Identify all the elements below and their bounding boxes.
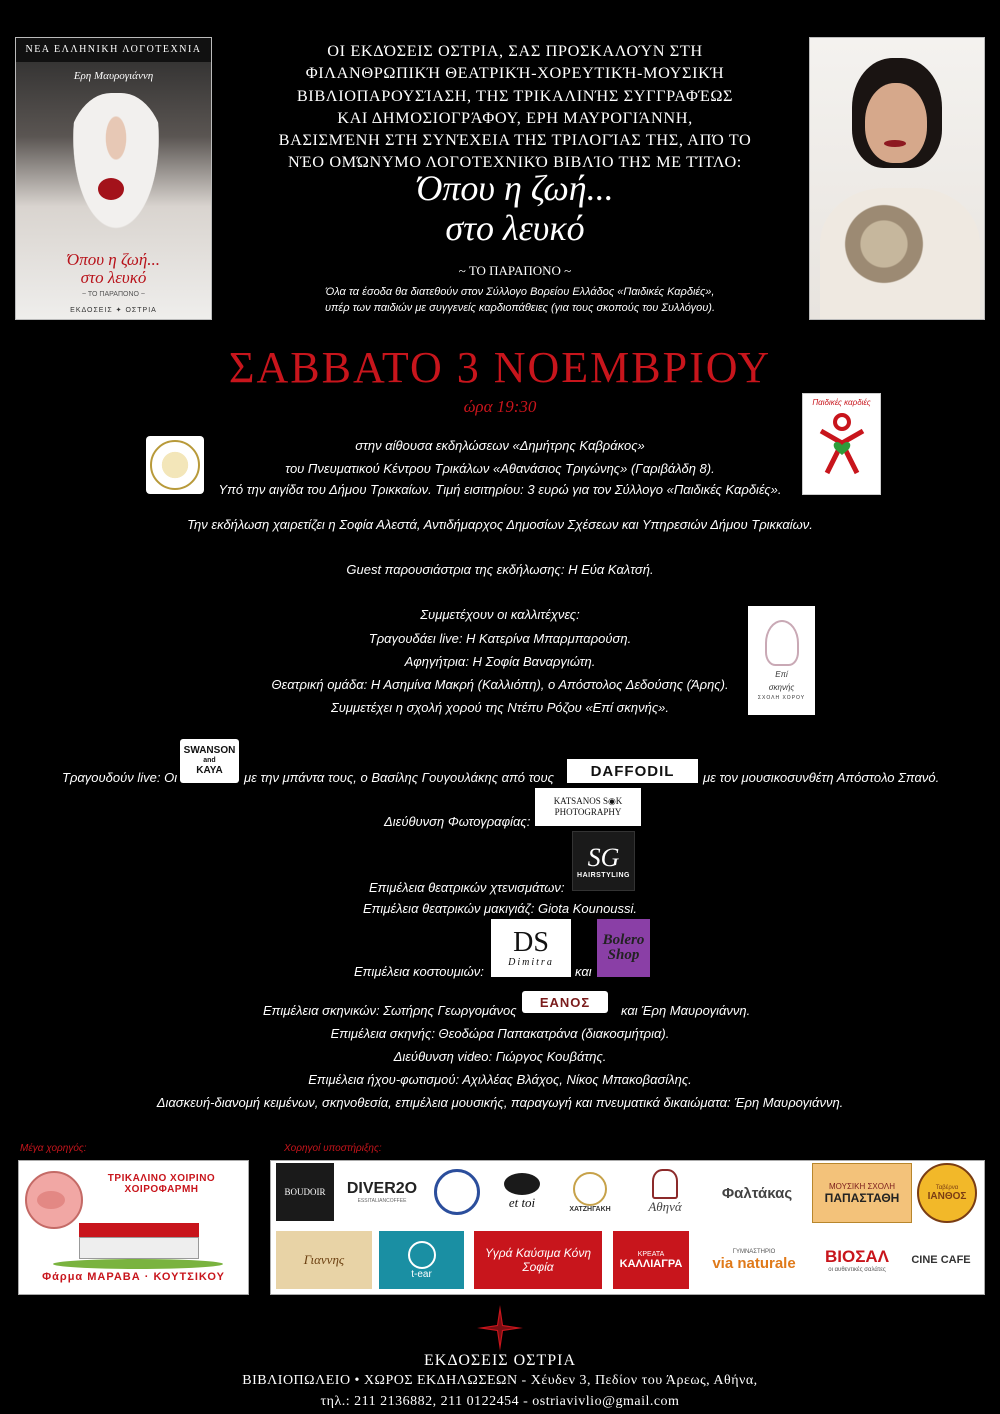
daffodil-logo: DAFFODIL <box>567 759 698 783</box>
invite-line: ΦΙΛΑΝΘΡΩΠΙΚΉ ΘΕΑΤΡΙΚΉ-ΧΟΡΕΥΤΙΚΉ-ΜΟΥΣΙΚΉ <box>305 63 725 83</box>
sponsor-kalliagra <box>613 1231 689 1289</box>
photography-credit: Διεύθυνση Φωτογραφίας: <box>384 814 531 829</box>
costumes-and: και <box>575 964 592 979</box>
author-dress <box>820 188 980 320</box>
greeting-line: Την εκδήλωση χαιρετίζει η Σοφία Αλεστά, Αντιδήμαρχος Δημοσίων Σχέσεων και Υπηρεσιών Δήμου Τρικκαίων. <box>187 517 813 532</box>
swanson-and-text: and <box>203 757 216 764</box>
main-title-line1: Όπου η ζωή... <box>416 168 614 208</box>
helmet-icon <box>652 1169 678 1199</box>
book-subtitle-main: ~ ΤΟ ΠΑΡΑΠΟΝΟ ~ <box>458 263 572 278</box>
proceeds-line2: υπέρ των παιδιών με συγγενείς καρδιοπάθειες (για τους σκοπούς του Συλλόγου). <box>324 302 716 314</box>
sponsor-t-ear <box>379 1231 464 1289</box>
field-icon <box>53 1259 223 1269</box>
pig-snout-icon <box>37 1191 65 1209</box>
book-title-line1: Όπου η ζωή... <box>66 250 161 269</box>
author-photo <box>809 37 985 320</box>
book-author: Ερη Μαυρογιάννη <box>73 70 154 82</box>
bolero-text: Bolero <box>602 932 645 948</box>
et-toi-text: et toi <box>508 1195 536 1210</box>
epi-logo-line1: Επί <box>775 670 788 679</box>
t-ear-text: t-ear <box>411 1268 432 1280</box>
venue-line-3: Υπό την αιγίδα του Δήμου Τρικκαίων. Τιμή εισιτηρίου: 3 ευρώ για τον Σύλλογο «Παιδικές Καρδιές». <box>218 482 782 497</box>
diverzo-name: DIVER2O <box>346 1180 418 1197</box>
bride-figure <box>66 93 166 243</box>
artist-line-2: Αφηγήτρια: Η Σοφία Βαναργιώτη. <box>404 654 596 669</box>
artist-line-4: Συμμετέχει η σχολή χορού της Ντέπυ Ρόζου «Επί σκηνής». <box>330 700 669 715</box>
sponsor-ianthos <box>917 1163 977 1223</box>
venue-line-2: του Πνευματικού Κέντρου Τρικάλων «Αθανάσιος Τριγώνης» (Γαριβάλδη 8). <box>285 461 715 476</box>
sponsor-round-badge <box>428 1163 486 1221</box>
sponsor-giannis: Γιαννης <box>276 1231 372 1289</box>
invite-line: ΟΙ ΕΚΔΌΣΕΙΣ ΟΣΤΡΙΑ, ΣΑΣ ΠΡΟΣΚΑΛΟΎΝ ΣΤΗ <box>327 41 703 60</box>
sponsors-label: Χορηγοί υποστήριξης: <box>284 1143 382 1154</box>
artist-line-3: Θεατρική ομάδα: Η Ασημίνα Μακρή (Καλλιόπη), ο Απόστολος Δεδούσης (Άρης). <box>271 677 729 692</box>
dance-school-icon <box>765 620 799 666</box>
footer-publisher: ΕΚΔΟΣΕΙΣ ΟΣΤΡΙΑ <box>423 1352 577 1369</box>
sponsor-chatzigaki <box>557 1163 623 1221</box>
invite-line: ΝΈΟ ΟΜΏΝΥΜΟ ΛΟΓΟΤΕΧΝΙΚΌ ΒΙΒΛΊΟ ΤΗΣ ΜΕ ΤΊΤΛΟ: <box>288 152 742 172</box>
author-face <box>865 83 927 163</box>
diverzo-sub: ESSITALIANCOFFEE <box>357 1198 407 1204</box>
book-publisher: ΕΚΔΟΣΕΙΣ ✦ ΟΣΤΡΙΑ <box>70 307 157 314</box>
event-time: ώρα 19:30 <box>463 397 537 416</box>
costumes-credit: Επιμέλεια κοστουμιών: <box>354 964 484 979</box>
sound-credit: Επιμέλεια ήχου-φωτισμού: Αχιλλέας Βλάχος, Νίκος Μπακοβασίλης. <box>308 1072 692 1087</box>
kalliagra-text: ΚΑΛΛΙΑΓΡΑ <box>619 1257 683 1270</box>
book-cover-image <box>15 37 212 320</box>
invite-line: ΚΑΙ ΔΗΜΟΣΙΟΓΡΆΦΟΥ, ΕΡΗ ΜΑΥΡΟΓΙΆΝΝΗ, <box>337 107 693 127</box>
venue-line-1: στην αίθουσα εκδηλώσεων «Δημήτρης Καβράκος» <box>355 438 645 453</box>
gym-text: ΓΥΜΝΑΣΤΗΡΙΟ <box>732 1248 776 1255</box>
ianthos-text: ΙΑΝΘΟΣ <box>927 1190 967 1202</box>
chatzigaki-text: ΧΑΤΖΗΓΑΚΗ <box>569 1205 611 1213</box>
biosal-text: ΒΙΟΣΑΛ <box>824 1247 890 1266</box>
brain-icon <box>504 1173 540 1195</box>
footer-address: ΒΙΒΛΙΟΠΩΛΕΙΟ • ΧΩΡΟΣ ΕΚΔΗΛΩΣΕΩΝ - Χέυδεν 3, Πεδίον του Άρεως, Αθήνα, <box>242 1373 758 1388</box>
grand-sponsor-logo <box>18 1160 249 1295</box>
sponsor-faltakas: Φαλτάκας <box>721 1184 793 1202</box>
via-naturale-text: via naturale <box>712 1254 796 1272</box>
sponsor-koni-sofia: Υγρά Καύσιμα Κόνη Σοφία <box>474 1231 602 1289</box>
book-title <box>16 251 211 287</box>
bakery-icon <box>573 1172 607 1206</box>
sponsors-grid <box>270 1160 985 1295</box>
swanson-text: SWANSON <box>183 745 236 756</box>
bouquet-icon <box>98 178 124 200</box>
shop-text: Shop <box>607 947 640 963</box>
book-title-line2: στο λευκό <box>80 268 147 287</box>
epi-skinis-logo <box>748 606 815 715</box>
sponsor-et-toi <box>493 1163 551 1221</box>
live-middle: με την μπάντα τους, ο Βασίλης Γουγουλάκης από τους <box>244 770 555 785</box>
stage-credit: Επιμέλεια σκηνής: Θεοδώρα Παπακατράνα (διακοσμήτρια). <box>330 1026 670 1041</box>
invite-line: ΒΙΒΛΙΟΠΑΡΟΥΣΊΑΣΗ, ΤΗΣ ΤΡΙΚΑΛΙΝΉΣ ΣΥΓΓΡΑΦΈΩΣ <box>296 85 734 105</box>
sg-hairstyling-logo <box>572 831 635 891</box>
dimitra-name: Dimitra <box>508 956 554 968</box>
sponsor-athina <box>627 1163 703 1221</box>
makeup-credit: Επιμέλεια θεατρικών μακιγιάζ: Giota Kounoussi. <box>362 901 638 916</box>
final-credit: Διασκευή-διανομή κειμένων, σκηνοθεσία, επιμέλεια μουσικής, παραγωγή και πνευματικά δικαιώματα: Έρη Μαυρογιάννη. <box>156 1095 844 1110</box>
proceeds-note <box>240 284 800 316</box>
sponsor-via-naturale <box>704 1231 804 1289</box>
kardies-label: Παιδικές καρδιές <box>812 398 871 407</box>
footer-contact: τηλ.: 211 2136882, 211 0122454 - ostriavivlio@gmail.com <box>320 1394 680 1409</box>
book-series: ΝΕΑ ΕΛΛΗΝΙΚΗ ΛΟΓΟΤΕΧΝΙΑ <box>16 38 211 62</box>
papastathi-text: ΠΑΠΑΣΤΑΘΗ <box>824 1190 900 1205</box>
invitation-text <box>235 40 795 174</box>
grand-sponsor-top: ΤΡΙΚΑΛΙΝΟ ΧΟΙΡΙΝΟ ΧΟΙΡΟΦΑΡΜΗ <box>107 1173 216 1195</box>
music-school-text: ΜΟΥΣΙΚΗ ΣΧΟΛΗ <box>829 1181 895 1191</box>
dimitra-logo <box>491 919 571 977</box>
hairstyle-credit: Επιμέλεια θεατρικών χτενισμάτων: <box>369 880 565 895</box>
sponsor-papastathi <box>812 1163 912 1223</box>
artist-line-1: Τραγουδάει live: Η Κατερίνα Μπαρμπαρούση. <box>368 631 632 646</box>
main-title-line2: στο λευκό <box>445 208 585 248</box>
eanos-logo: ΕΑΝΟΣ <box>522 991 608 1013</box>
guest-host-line: Guest παρουσιάστρια της εκδήλωσης: Η Εύα Καλτσή. <box>346 562 654 577</box>
epi-logo-school: ΣΧΟΛΗ ΧΟΡΟΥ <box>757 695 806 701</box>
grand-sponsor-bottom: Φάρμα ΜΑΡΑΒΑ · ΚΟΥΤΣΙΚΟΥ <box>42 1271 225 1283</box>
swanson-kaya-logo <box>180 739 239 783</box>
farm-icon <box>79 1223 199 1259</box>
sponsor-biosal <box>815 1239 899 1281</box>
dimitra-monogram: DS <box>513 926 549 958</box>
proceeds-line1: Όλα τα έσοδα θα διατεθούν στον Σύλλογο Βορείου Ελλάδος «Παιδικές Καρδιές», <box>325 286 715 298</box>
book-main-title <box>330 168 700 248</box>
event-date: ΣΑΒΒΑΤΟ 3 ΝΟΕΜΒΡΙΟΥ <box>228 343 772 392</box>
kaya-text: KAYA <box>196 765 223 776</box>
live-prefix: Τραγουδούν live: Οι <box>62 770 178 785</box>
sponsor-cine-cafe: CINE CAFE <box>911 1254 971 1266</box>
live-suffix: με τον μουσικοσυνθέτη Απόστολο Σπανό. <box>703 770 940 785</box>
video-credit: Διεύθυνση video: Γιώργος Κουβάτης. <box>393 1049 607 1064</box>
props-credit-suffix: και Έρη Μαυρογιάννη. <box>621 1003 751 1018</box>
bolero-shop-logo <box>597 919 650 977</box>
epi-logo-line2: σκηνής <box>768 683 795 692</box>
katsanos-sub: PHOTOGRAPHY <box>554 807 622 817</box>
grand-sponsor-label: Μέγα χορηγός: <box>20 1143 87 1154</box>
props-credit-prefix: Επιμέλεια σκηνικών: Σωτήρης Γεωργομάνος <box>263 1003 517 1018</box>
sg-monogram: SG <box>587 842 620 872</box>
kreata-text: ΚΡΕΑΤΑ <box>637 1250 665 1258</box>
athina-text: Αθηνά <box>648 1199 682 1214</box>
book-subtitle: ~ ΤΟ ΠΑΡΑΠΟΝΟ ~ <box>81 291 146 298</box>
author-lips <box>884 140 906 147</box>
katsanos-name: KATSANOS S◉K <box>553 796 623 806</box>
sponsor-diverzo <box>338 1171 426 1213</box>
sg-hairstyling-text: HAIRSTYLING <box>577 871 630 879</box>
ear-icon <box>408 1241 436 1269</box>
biosal-sub: οι αυθεντικές σαλάτες <box>828 1267 886 1273</box>
tavern-text: Ταβέρνα <box>935 1184 959 1191</box>
compass-icon <box>475 1303 525 1353</box>
artists-heading: Συμμετέχουν οι καλλιτέχνες: <box>420 607 580 622</box>
badge-icon <box>434 1169 480 1215</box>
katsanos-photography-logo <box>535 788 641 826</box>
invite-line: ΒΑΣΙΣΜΈΝΗ ΣΤΗ ΣΥΝΈΧΕΙΑ ΤΗΣ ΤΡΙΛΟΓΊΑΣ ΤΗΣ, ΑΠΌ ΤΟ <box>278 130 752 150</box>
sponsor-boudoir: BOUDOIR <box>276 1163 334 1221</box>
